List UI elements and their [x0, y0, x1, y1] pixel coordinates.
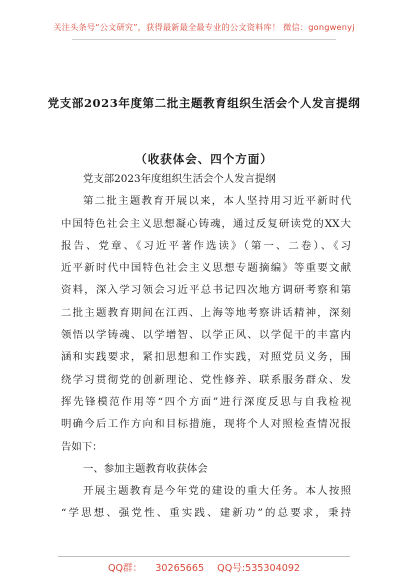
body-line: 党支部2023年度组织生活会个人发言提纲	[83, 173, 276, 185]
document-title: 党支部2023年度第二批主题教育组织生活会个人发言提纲	[47, 96, 361, 110]
body-line: 资料，深入学习领会习近平总书记四次地方调研考察和第	[61, 284, 351, 297]
body-line: 开展主题教育是今年党的建设的重大任务。本人按照	[83, 485, 351, 498]
section-heading: 一、参加主题教育收获体会	[83, 462, 208, 475]
footer-divider	[58, 556, 350, 557]
body-line: “学思想、强党性、重实践、建新功”的总要求，秉持	[61, 507, 351, 520]
document-body	[61, 168, 351, 525]
header-banner: 关注头条号“公文研究”，获得最新最全最专业的公文资料库！ 微信：gongwenyj	[53, 22, 355, 32]
header-divider	[72, 39, 336, 40]
body-line: 告如下：	[61, 440, 103, 453]
body-line: 明确今后工作方向和目标措施，现将个人对照检查情况报	[61, 418, 351, 431]
body-line: 中国特色社会主义思想凝心铸魂，通过反复研读党的XX大	[61, 217, 351, 230]
body-line: 领悟以学铸魂、以学增智、以学正风、以学促干的丰富内	[61, 329, 351, 342]
body-line: 挥先锋模范作用等“四个方面”进行深度反思与自我检视	[61, 395, 351, 408]
body-line: 第二批主题教育开展以来，本人坚持用习近平新时代	[83, 195, 351, 208]
body-line: 涵和实践要求，紧扣思想和工作实践，对照党员义务，围	[61, 351, 351, 364]
footer-contact: QQ群： 30265665 QQ号:535304092	[107, 563, 301, 574]
body-line: 绕学习贯彻党的创新理论、党性修养、联系服务群众、发	[61, 373, 351, 386]
body-line: 近平新时代中国特色社会主义思想专题摘编》等重要文献	[61, 262, 351, 275]
body-line: 报告、党章、《习近平著作选读》（第一、二卷）、《习	[61, 239, 351, 252]
document-subtitle: （收获体会、四个方面）	[135, 152, 273, 166]
body-line: 二批主题教育期间在江西、上海等地考察讲话精神，深刻	[61, 306, 351, 319]
